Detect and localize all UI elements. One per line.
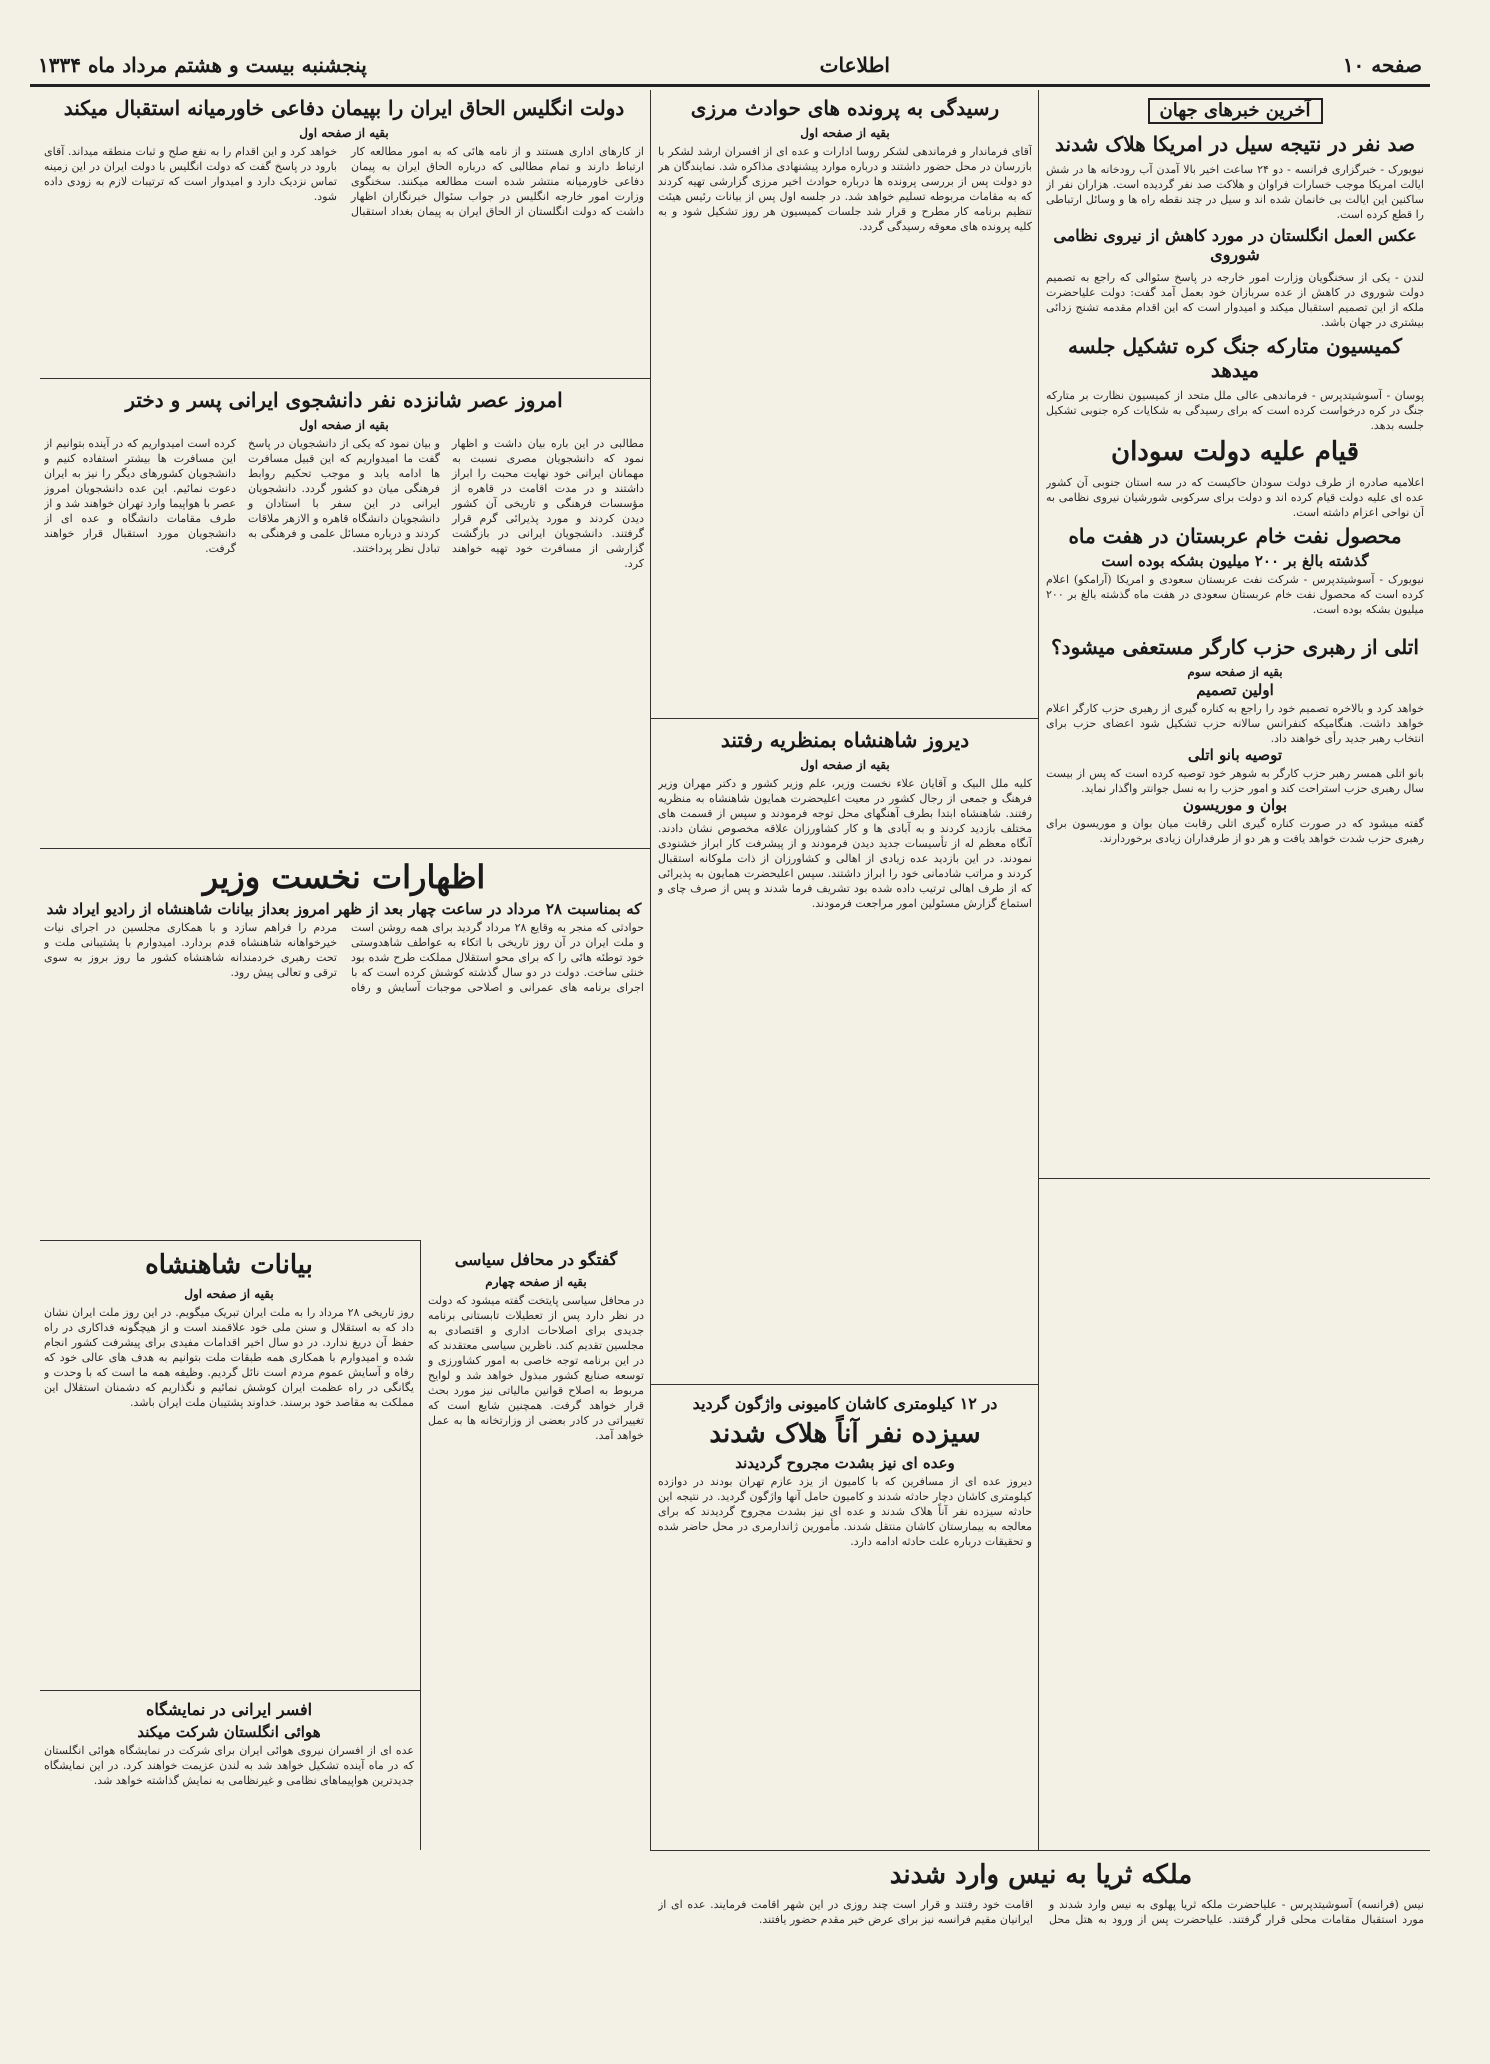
column-divider xyxy=(420,1240,421,1850)
page-number: صفحه ۱۰ xyxy=(1342,53,1422,77)
section-divider xyxy=(650,1384,1038,1385)
students-article xyxy=(44,384,644,842)
world-story6-subheadline: اولین تصمیم xyxy=(1196,680,1274,699)
masthead xyxy=(38,48,1422,82)
border-incidents-article xyxy=(658,92,1032,712)
section-divider xyxy=(650,718,1038,719)
shah-speech-body: روز تاریخی ۲۸ مرداد را به ملت ایران تبریک میگویم. در این روز ملت ایران نشان داد که به استقلال و سنن ملی خود علاقمند است و از هیچگونه فداکاری در راه حفظ آن دریغ ندارد. در دو سال اخیر اقدامات مفیدی برای پیشرفت کشور انجام شده و امیدوارم با همکاری همه طبقات ملت بتوانیم به هدف های عالی خود که رفاه و آسایش عموم مردم است نائل گردیم. وظیفه همه ما است که با وحدت و یگانگی در راه عظمت ایران کوشش نمائیم و نگذاریم که دشمنان استقلال این مملکت به مقاصد خود برسند. خداوند پشتیبان ملت ایران باشد. xyxy=(44,1306,414,1410)
world-story5-headline: محصول نفت خام عربستان در هفت ماه xyxy=(1068,523,1402,548)
issue-date: پنجشنبه بیست و هشتم مرداد ماه ۱۳۳۴ xyxy=(38,53,367,77)
world-story6-body2: بانو اتلی همسر رهبر حزب کارگر به شوهر خود توصیه کرده است که پس از بیست سال رهبری حزب استراحت کند و امور حزب را به نسل جوانتر واگذار نماید. xyxy=(1046,766,1424,795)
political-circles-body: در محافل سیاسی پایتخت گفته میشود که دولت در نظر دارد پس از تعطیلات تابستانی برنامه جدیدی برای اصلاحات اداری و اقتصادی به مجلسین تقدیم کند. ناظرین سیاسی معتقدند که در این برنامه توجه خاصی به امور کشاورزی و توسعه صنایع کشور مبذول خواهد شد و لوایح مربوط به اصلاح قوانین مالیاتی نیز مورد بحث قرار خواهد گرفت. همچنین شایع است که تغییراتی در کادر بعضی از وزارتخانه ها به عمل خواهد آمد. xyxy=(428,1294,644,1443)
border-incidents-headline: رسیدگی به پرونده های حوادث مرزی xyxy=(690,96,1000,120)
section-divider xyxy=(40,378,650,379)
section-divider xyxy=(40,1240,420,1241)
shah-visit-article xyxy=(658,724,1032,1378)
queen-soraya-body: نیس (فرانسه) آسوشیتدپرس - علیاحضرت ملکه ثریا پهلوی به نیس وارد شدند و مورد استقبال مقامات محلی قرار گرفتند. علیاحضرت پس از ورود به هتل محل اقامت خود رفتند و قرار است چند روزی در این شهر اقامت فرمایند. عده ای از ایرانیان مقیم فرانسه نیز برای عرض خیر مقدم حضور یافتند. xyxy=(658,1898,1424,1927)
political-circles-article xyxy=(428,1246,644,1844)
officer-subheadline: هوائی انگلستان شرکت میکند xyxy=(137,1723,321,1742)
world-story6-continued: بقیه از صفحه سوم xyxy=(1187,664,1283,679)
column-divider xyxy=(650,90,651,1850)
officer-headline: افسر ایرانی در نمایشگاه xyxy=(145,1700,313,1719)
world-story5-subheadline: گذشته بالغ بر ۲۰۰ میلیون بشکه بوده است xyxy=(1101,551,1369,570)
accident-body: دیروز عده ای از مسافرین که با کامیون از یزد عازم تهران بودند در دوازده کیلومتری کاشان دچار حادثه شدند و کامیون حامل آنها واژگون گردید. در نتیجه این حادثه سیزده نفر آناً هلاک شدند و عده ای نیز بشدت مجروح گردیدند که برای معالجه به بیمارستان کاشان منتقل شدند. مأمورین ژاندارمری در محل حاضر شده و تحقیقات درباره علت حادثه ادامه دارد. xyxy=(658,1475,1032,1549)
political-circles-headline: گفتگو در محافل سیاسی xyxy=(454,1250,618,1269)
shah-visit-continued: بقیه از صفحه اول xyxy=(800,758,890,772)
world-story4-body: اعلامیه صادره از طرف دولت سودان حاکیست که در سه استان جنوبی آن کشور عده ای علیه دولت قیام کرده اند و دولت برای سرکوبی شورشیان نیروی نظامی به آن نواحی اعزام داشته است. xyxy=(1046,475,1424,519)
world-news-box-title: آخرین خبرهای جهان xyxy=(1148,98,1323,124)
students-col3: کرده است امیدواریم که در آینده بتوانیم از این مسافرت ها بیشتر استفاده کنیم و دانشجویان کشورهای دیگر را نیز به ایران دعوت نمائیم. این عده دانشجویان امروز عصر با هواپیما وارد تهران خواهند شد و از طرف مقامات دانشگاه و عده ای از دانشجویان مورد استقبال قرار خواهند گرفت. xyxy=(44,437,236,555)
students-col2: و بیان نمود که یکی از دانشجویان در پاسخ گفت ما امیدواریم که این قبیل مسافرت ها ادامه یابد و موجب تحکیم روابط فرهنگی میان دو کشور گردد. دانشجویان ایرانی در این سفر با استادان و دانشجویان دانشگاه قاهره و الازهر ملاقات کردند و درباره مسائل علمی و فرهنگی به تبادل نظر پرداختند. xyxy=(248,437,440,555)
world-story6-body: خواهد کرد و بالاخره تصمیم خود را راجع به کناره گیری از رهبری حزب کارگر اعلام خواهد داشت. هنگامیکه کنفرانس سالانه حزب تشکیل شود اعضای حزب برای انتخاب رهبر جدید رأی خواهند داد. xyxy=(1046,701,1424,745)
world-story3-body: پوسان - آسوشیتدپرس - فرماندهی عالی ملل متحد از کمیسیون نظارت بر متارکه جنگ در کره درخواست کرده است که برای رسیدگی به شکایات کره جنوبی تشکیل جلسه بدهد. xyxy=(1046,389,1424,433)
accident-article xyxy=(658,1390,1032,1844)
world-story1-body: نیویورک - خبرگزاری فرانسه - دو ۲۴ ساعت اخیر بالا آمدن آب رودخانه ها در شش ایالت امریکا موجب خسارات فراوان و هلاکت صد نفر گردیده است. هزاران نفر از ساکنین این ایالت بی خانمان شده اند و سیل در چند نقطه راه ها و وسائل ارتباطی را قطع کرده است. xyxy=(1046,163,1424,221)
students-col1: مطالبی در این باره بیان داشت و اظهار نمود که دانشجویان مصری نسبت به مهمانان ایرانی خود نهایت محبت را ابراز داشتند و در مدت اقامت در قاهره از مؤسسات فرهنگی و تاریخی آن کشور دیدن کردند و مورد پذیرائی گرم قرار گرفتند. دانشجویان ایرانی در بازگشت گزارشی از مسافرت خود تهیه خواهند کرد. xyxy=(452,437,644,570)
shah-visit-headline: دیروز شاهنشاه بمنظریه رفتند xyxy=(720,728,970,752)
accident-headline: سیزده نفر آناً هلاک شدند xyxy=(709,1419,981,1450)
world-story6-sub2: توصیه بانو اتلی xyxy=(1187,745,1283,764)
masthead-rule xyxy=(30,84,1430,87)
britain-pact-article xyxy=(44,92,644,374)
students-headline: امروز عصر شانزده نفر دانشجوی ایرانی پسر و دختر xyxy=(125,388,563,412)
column-divider xyxy=(1038,90,1039,1850)
shah-speech-headline: بیانات شاهنشاه xyxy=(145,1250,313,1280)
pm-statements-article xyxy=(44,854,644,1234)
world-story6-headline: اتلی از رهبری حزب کارگر مستعفی میشود؟ xyxy=(1051,634,1419,659)
officer-body: عده ای از افسران نیروی هوائی ایران برای شرکت در نمایشگاه هوائی انگلستان که در ماه آینده تشکیل خواهد شد به لندن عزیمت خواهند کرد. در این نمایشگاه جدیدترین هواپیماهای نظامی و غیرنظامی به نمایش گذاشته خواهد شد. xyxy=(44,1744,414,1788)
pm-statements-headline: اظهارات نخست وزیر xyxy=(202,858,486,896)
political-circles-continued: بقیه از صفحه چهارم xyxy=(485,1275,587,1290)
section-divider xyxy=(650,1850,1430,1851)
pm-statements-body: حوادثی که منجر به وقایع ۲۸ مرداد گردید برای همه روشن است و ملت ایران در آن روز تاریخی با اتکاء به عواطف شاهدوستی خود توطئه هائی را که برای محو استقلال مملکت طرح شده بود خنثی ساخت. دولت در دو سال گذشته کوشش کرده است که با اجرای برنامه های عمرانی و اصلاحی موجبات آسایش و رفاه مردم را فراهم سازد و با همکاری مجلسین در اجرای نیات خیرخواهانه شاهنشاه قدم بردارد. امیدوارم با پشتیبانی ملت و تحت رهبری خردمندانه شاهنشاه کشور ما روز بروز به سوی ترقی و تعالی پیش رود. xyxy=(44,921,644,995)
accident-subheadline: وعده ای نیز بشدت مجروح گردیدند xyxy=(735,1454,955,1473)
queen-soraya-article xyxy=(658,1856,1424,2046)
border-incidents-body: آقای فرماندار و فرماندهی لشکر روسا ادارات و عده ای از افسران ارشد لشکر با بازرسان در محل حضور داشتند و درباره موارد پیشنهادی مذاکره شد. نمایندگان هر دو دولت پس از بررسی پرونده ها درباره حوادث اخیر مرزی گزارشی تهیه کردند که به مقامات مربوطه تسلیم خواهد شد. در جلسه اول پس از بیانات رئیس هیئت تنظیم برنامه کار مطرح و قرار شد جلسات کمیسیون هر روز تشکیل شود و به کلیه پرونده های معوقه رسیدگی گردد. xyxy=(658,145,1032,233)
officer-article xyxy=(44,1696,414,1846)
students-continued: بقیه از صفحه اول xyxy=(299,418,389,432)
queen-soraya-headline: ملکه ثریا به نیس وارد شدند xyxy=(889,1860,1193,1890)
border-incidents-continued: بقیه از صفحه اول xyxy=(800,126,890,140)
section-divider xyxy=(40,1690,420,1691)
world-story6-sub3: بوان و موریسون xyxy=(1182,795,1288,814)
pm-statements-subheadline: که بمناسبت ۲۸ مرداد در ساعت چهار بعد از ظهر امروز بعداز بیانات شاهنشاه از رادیو ایراد شد xyxy=(46,900,642,919)
world-story5-body: نیویورک - آسوشیتدپرس - شرکت نفت عربستان سعودی و امریکا (آرامکو) اعلام کرده است که محصول نفت خام عربستان سعودی در هفت ماه گذشته بالغ بر ۲۰۰ میلیون بشکه بوده است. xyxy=(1046,572,1424,616)
britain-pact-continued: بقیه از صفحه اول xyxy=(299,126,389,140)
shah-speech-continued: بقیه از صفحه اول xyxy=(184,1287,274,1302)
section-divider xyxy=(40,848,650,849)
britain-pact-body: از کارهای اداری هستند و از نامه هائی که به امور مطالعه کار ارتباط دارند و تمام مطالبی که درباره الحاق ایران به پیمان دفاعی خاورمیانه منتشر شده است مطالعه میکنند. سخنگوی وزارت امور خارجه انگلیس در جواب سئوال خبرنگاران اظهار داشت که دولت انگلستان از الحاق ایران به پیمان بغداد استقبال خواهد کرد و این اقدام را به نفع صلح و ثبات منطقه میداند. آقای بارود در پاسخ گفت که دولت انگلیس با دولت ایران در این زمینه تماس نزدیک دارد و امیدوار است که ترتیبات لازم به زودی داده شود. xyxy=(44,145,644,218)
britain-pact-headline: دولت انگلیس الحاق ایران را بپیمان دفاعی خاورمیانه استقبال میکند xyxy=(63,96,625,120)
world-story6-body3: گفته میشود که در صورت کناره گیری اتلی رقابت میان بوان و موریسون برای رهبری حزب شدت خواهد یافت و هر دو از طرفداران زیادی برخوردارند. xyxy=(1046,816,1424,845)
accident-kicker: در ۱۲ کیلومتری کاشان کامیونی واژگون گردید xyxy=(692,1394,998,1413)
shah-speech-article xyxy=(44,1246,414,1684)
world-story4-headline: قیام علیه دولت سودان xyxy=(1110,437,1360,468)
world-story2-body: لندن - یکی از سخنگویان وزارت امور خارجه در پاسخ سئوالی که راجع به تصمیم دولت شوروی در کاهش از عده سربازان خود بعمل آمد گفت: دولت علیاحضرت ملکه از این تصمیم استقبال میکند و امیدوار است که این اقدام مقدمه تشنج زدائی بیشتری در جهان باشد. xyxy=(1046,271,1424,330)
world-story3-headline: کمیسیون متارکه جنگ کره تشکیل جلسه میدهد xyxy=(1067,334,1403,383)
world-news-column xyxy=(1046,92,1424,1842)
newspaper-name: اطلاعات xyxy=(819,53,890,77)
world-story2-headline: عکس العمل انگلستان در مورد کاهش از نیروی نظامی شوروی xyxy=(1053,226,1417,265)
shah-visit-body: کلیه ملل البیک و آقایان علاء نخست وزیر، علم وزیر کشور و دکتر مهران وزیر فرهنگ و جمعی از رجال کشور در معیت اعلیحضرت همایون شاهنشاه به منظریه رفتند. شاهنشاه ابتدا بطرف آهنگهای محل توجه فرمودند و سپس از قسمت های مختلف بازدید کردند و به آبادی ها و کار کشاورزان علاقه مخصوص نشان دادند. آنگاه معظم له از تأسیسات جدید دیدن فرمودند و از پیشرفت کار ابراز خشنودی نمودند. در این بازدید عده زیادی از اهالی و کشاورزان از ذات ملوکانه استقبال کردند و مراتب شادمانی خود را ابراز داشتند. سپس اعلیحضرت همایون به پذیرائی که از طرف اهالی ترتیب داده شده بود تشریف فرما شدند و پس از صرف چای و استماع گزارش مسئولین امور مراجعت فرمودند. xyxy=(658,777,1032,910)
world-story1-headline: صد نفر در نتیجه سیل در امریکا هلاک شدند xyxy=(1055,132,1415,156)
